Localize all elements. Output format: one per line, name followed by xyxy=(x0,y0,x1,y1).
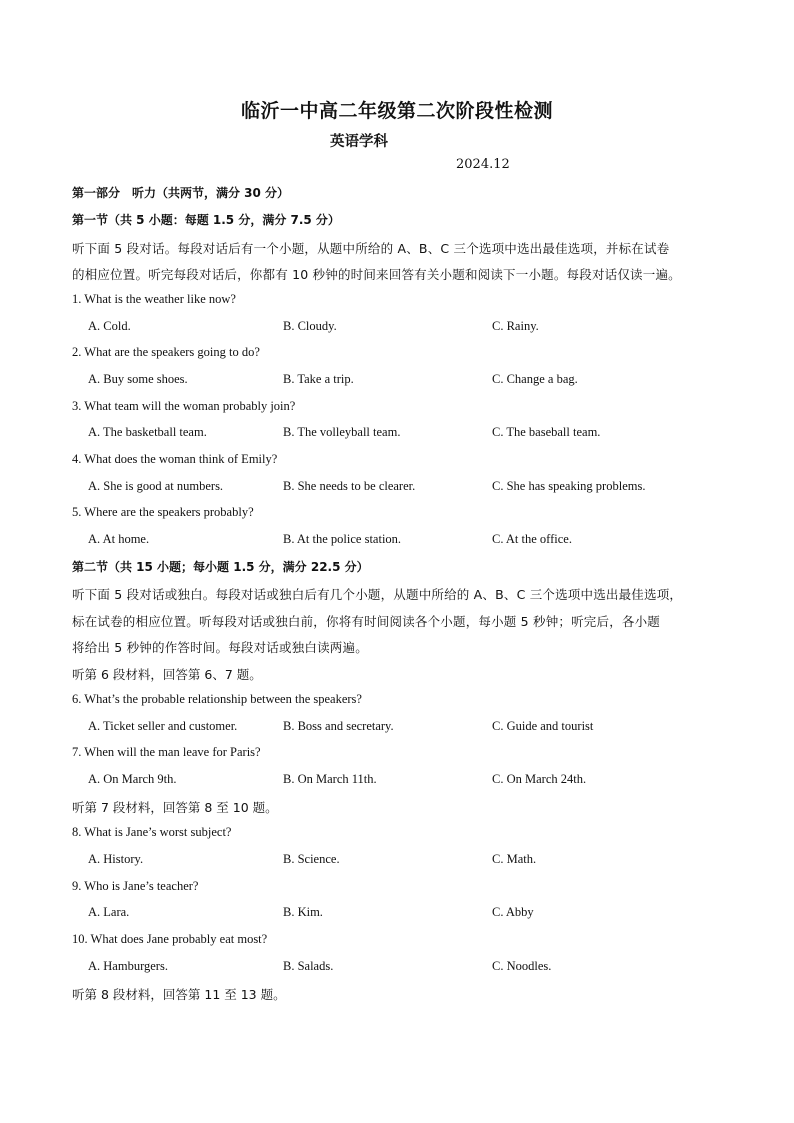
q3-option-b: B. The volleyball team. xyxy=(283,425,401,439)
section2-heading: 第二节（共 15 小题；每小题 1.5 分，满分 22.5 分） xyxy=(72,560,369,574)
q8-option-c: C. Math. xyxy=(492,852,537,866)
question-5: 5. Where are the speakers probably? xyxy=(72,505,254,519)
q2-option-a: A. Buy some shoes. xyxy=(88,372,188,386)
part1-heading: 第一部分 听力（共两节，满分 30 分） xyxy=(72,186,290,200)
material-7-intro: 听第 7 段材料，回答第 8 至 10 题。 xyxy=(72,800,278,815)
section2-instruction-line: 标在试卷的相应位置。听每段对话或独白前，你将有时间阅读各个小题，每小题 5 秒钟；听完后，各小题 xyxy=(72,614,661,629)
q8-option-a: A. History. xyxy=(88,852,144,866)
section1-instruction-line: 听下面 5 段对话。每段对话后有一个小题，从题中所给的 A、B、C 三个选项中选出最佳选项，并标在试卷 xyxy=(72,241,670,256)
q1-option-b: B. Cloudy. xyxy=(283,319,337,333)
q6-option-a: A. Ticket seller and customer. xyxy=(88,719,238,733)
question-10: 10. What does Jane probably eat most? xyxy=(72,932,268,946)
q3-option-a: A. The basketball team. xyxy=(88,425,207,439)
question-6: 6. What’s the probable relationship between the speakers? xyxy=(72,692,362,706)
q3-option-c: C. The baseball team. xyxy=(492,425,601,439)
q10-option-c: C. Noodles. xyxy=(492,959,552,973)
exam-title: 临沂一中高二年级第二次阶段性检测 xyxy=(240,100,553,122)
q8-option-b: B. Science. xyxy=(283,852,340,866)
material-8-intro: 听第 8 段材料，回答第 11 至 13 题。 xyxy=(72,987,286,1002)
exam-date: 2024.12 xyxy=(456,157,510,172)
q7-option-a: A. On March 9th. xyxy=(88,772,177,786)
question-2: 2. What are the speakers going to do? xyxy=(72,345,260,359)
question-8: 8. What is Jane’s worst subject? xyxy=(72,825,232,839)
q10-option-a: A. Hamburgers. xyxy=(88,959,168,973)
material-6-intro: 听第 6 段材料，回答第 6、7 题。 xyxy=(72,667,262,682)
q9-option-a: A. Lara. xyxy=(88,905,130,919)
question-7: 7. When will the man leave for Paris? xyxy=(72,745,261,759)
question-9: 9. Who is Jane’s teacher? xyxy=(72,879,199,893)
question-1: 1. What is the weather like now? xyxy=(72,292,236,306)
q5-option-a: A. At home. xyxy=(88,532,150,546)
q2-option-c: C. Change a bag. xyxy=(492,372,578,386)
question-4: 4. What does the woman think of Emily? xyxy=(72,452,278,466)
q2-option-b: B. Take a trip. xyxy=(283,372,354,386)
section2-instruction-line: 听下面 5 段对话或独白。每段对话或独白后有几个小题，从题中所给的 A、B、C 三个选项中选出最佳选项， xyxy=(72,587,683,602)
section2-instruction-line: 将给出 5 秒钟的作答时间。每段对话或独白读两遍。 xyxy=(72,640,368,655)
q5-option-b: B. At the police station. xyxy=(283,532,402,546)
q1-option-c: C. Rainy. xyxy=(492,319,539,333)
q7-option-c: C. On March 24th. xyxy=(492,772,587,786)
section1-heading: 第一节（共 5 小题：每题 1.5 分，满分 7.5 分） xyxy=(72,213,340,227)
q10-option-b: B. Salads. xyxy=(283,959,334,973)
q4-option-b: B. She needs to be clearer. xyxy=(283,479,416,493)
q9-option-c: C. Abby xyxy=(492,905,534,919)
q6-option-b: B. Boss and secretary. xyxy=(283,719,394,733)
q5-option-c: C. At the office. xyxy=(492,532,572,546)
q7-option-b: B. On March 11th. xyxy=(283,772,377,786)
section1-instruction-line: 的相应位置。听完每段对话后，你都有 10 秒钟的时间来回答有关小题和阅读下一小题。每段对话仅读一遍。 xyxy=(72,267,681,282)
question-3: 3. What team will the woman probably join? xyxy=(72,399,296,413)
exam-subject: 英语学科 xyxy=(330,134,388,150)
q6-option-c: C. Guide and tourist xyxy=(492,719,594,733)
q1-option-a: A. Cold. xyxy=(88,319,131,333)
q4-option-a: A. She is good at numbers. xyxy=(88,479,224,493)
q9-option-b: B. Kim. xyxy=(283,905,323,919)
q4-option-c: C. She has speaking problems. xyxy=(492,479,646,493)
